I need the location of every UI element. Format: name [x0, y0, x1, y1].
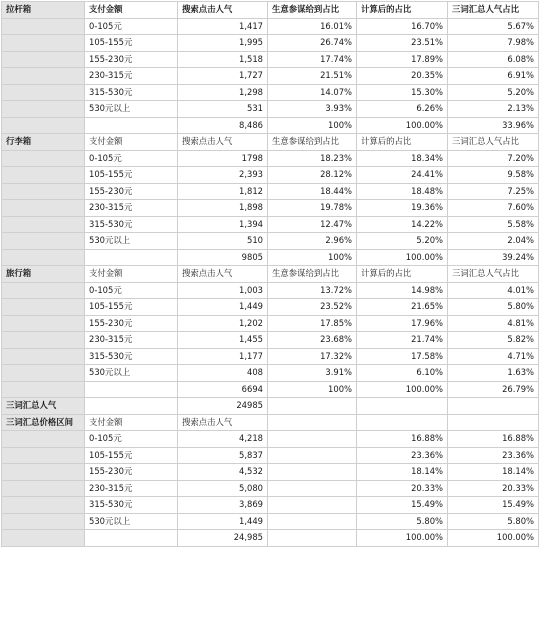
table-cell: 18.34% [357, 150, 448, 167]
table-cell: 16.01% [268, 18, 357, 35]
section-label-cell: 拉杆箱 [2, 2, 85, 19]
summary-value: 24985 [178, 398, 268, 415]
table-cell: 18.14% [357, 464, 448, 481]
table-cell: 17.74% [268, 51, 357, 68]
table-cell: 3.93% [268, 101, 357, 118]
table-row [2, 18, 539, 35]
table-cell [268, 513, 357, 530]
table-cell: 105-155元 [85, 167, 178, 184]
table-cell: 搜索点击人气 [178, 134, 268, 151]
table-row [2, 497, 539, 514]
table-cell: 14.07% [268, 84, 357, 101]
table-cell: 9.58% [448, 167, 539, 184]
table-cell [268, 480, 357, 497]
table-cell: 1,202 [178, 315, 268, 332]
section-label-cell [2, 299, 85, 316]
table-cell: 三词汇总人气占比 [448, 134, 539, 151]
table-cell: 17.85% [268, 315, 357, 332]
table-cell: 4.01% [448, 282, 539, 299]
section-label-cell [2, 35, 85, 52]
table-cell: 100.00% [357, 249, 448, 266]
table-cell: 计算后的占比 [357, 266, 448, 283]
table-cell: 39.24% [448, 249, 539, 266]
table-row [2, 332, 539, 349]
table-cell: 315-530元 [85, 497, 178, 514]
table-cell: 530元以上 [85, 233, 178, 250]
table-cell: 21.74% [357, 332, 448, 349]
table-cell: 1,455 [178, 332, 268, 349]
section-label-cell [2, 150, 85, 167]
section-label-cell [2, 332, 85, 349]
table-cell: 17.89% [357, 51, 448, 68]
table-cell: 16.88% [448, 431, 539, 448]
table-cell: 7.25% [448, 183, 539, 200]
table-cell: 4.81% [448, 315, 539, 332]
table-cell: 26.79% [448, 381, 539, 398]
table-cell: 530元以上 [85, 365, 178, 382]
table-cell: 14.98% [357, 282, 448, 299]
table-cell: 531 [178, 101, 268, 118]
section-label-cell [2, 282, 85, 299]
section-label-cell [2, 101, 85, 118]
table-row [2, 447, 539, 464]
table-cell: 230-315元 [85, 480, 178, 497]
table-cell: 100.00% [357, 117, 448, 134]
section-label-cell [2, 365, 85, 382]
table-cell [85, 381, 178, 398]
table-cell: 1,898 [178, 200, 268, 217]
section-label-cell [2, 84, 85, 101]
table-cell: 23.51% [357, 35, 448, 52]
price-distribution-table [1, 1, 539, 547]
table-cell: 100.00% [357, 530, 448, 547]
table-cell: 5.58% [448, 216, 539, 233]
table-row [2, 150, 539, 167]
table-cell: 23.52% [268, 299, 357, 316]
table-cell: 3.91% [268, 365, 357, 382]
table-cell: 15.49% [448, 497, 539, 514]
table-cell: 100% [268, 249, 357, 266]
table-cell: 4.71% [448, 348, 539, 365]
table-cell [268, 464, 357, 481]
table-cell: 2.13% [448, 101, 539, 118]
table-row [2, 183, 539, 200]
table-cell: 28.12% [268, 167, 357, 184]
table-cell: 18.48% [357, 183, 448, 200]
table-cell: 7.98% [448, 35, 539, 52]
table-cell: 6694 [178, 381, 268, 398]
table-cell: 16.70% [357, 18, 448, 35]
table-cell: 315-530元 [85, 216, 178, 233]
table-cell: 6.26% [357, 101, 448, 118]
table-cell: 20.33% [448, 480, 539, 497]
table-cell: 支付金额 [85, 266, 178, 283]
table-row [2, 35, 539, 52]
table-cell: 5.82% [448, 332, 539, 349]
table-cell: 5.80% [448, 513, 539, 530]
table-cell: 2.04% [448, 233, 539, 250]
table-cell: 三词汇总人气占比 [448, 2, 539, 19]
table-cell [268, 530, 357, 547]
section-label-cell [2, 431, 85, 448]
section-label-cell [2, 348, 85, 365]
table-cell: 20.33% [357, 480, 448, 497]
table-cell: 18.44% [268, 183, 357, 200]
table-cell: 510 [178, 233, 268, 250]
table-cell [357, 398, 448, 415]
table-cell: 4,218 [178, 431, 268, 448]
table-cell: 生意参谋给到占比 [268, 2, 357, 19]
section-label-cell [2, 51, 85, 68]
section-label-cell [2, 68, 85, 85]
section-label-cell [2, 233, 85, 250]
table-cell: 530元以上 [85, 513, 178, 530]
table-cell: 0-105元 [85, 282, 178, 299]
table-cell: 5.67% [448, 18, 539, 35]
table-cell: 1.63% [448, 365, 539, 382]
table-cell: 100% [268, 381, 357, 398]
table-cell: 230-315元 [85, 332, 178, 349]
table-cell [448, 414, 539, 431]
section-label-cell [2, 249, 85, 266]
table-cell: 1,449 [178, 299, 268, 316]
table-cell: 23.36% [357, 447, 448, 464]
table-cell: 155-230元 [85, 315, 178, 332]
table-row [2, 480, 539, 497]
table-cell: 1,298 [178, 84, 268, 101]
section-label-cell [2, 183, 85, 200]
table-cell: 5,837 [178, 447, 268, 464]
table-cell: 17.32% [268, 348, 357, 365]
table-cell: 19.36% [357, 200, 448, 217]
table-cell: 1,177 [178, 348, 268, 365]
table-body [2, 2, 539, 547]
table-cell: 搜索点击人气 [178, 266, 268, 283]
table-cell [85, 117, 178, 134]
table-cell: 100% [268, 117, 357, 134]
section-label-cell [2, 530, 85, 547]
table-row [2, 216, 539, 233]
table-cell: 24,985 [178, 530, 268, 547]
table-cell: 三词汇总人气占比 [448, 266, 539, 283]
table-cell [357, 414, 448, 431]
section-label-cell [2, 513, 85, 530]
table-cell [85, 398, 178, 415]
table-cell: 20.35% [357, 68, 448, 85]
table-cell [268, 398, 357, 415]
table-cell: 408 [178, 365, 268, 382]
table-cell: 100.00% [357, 381, 448, 398]
section-label-cell [2, 480, 85, 497]
table-row [2, 315, 539, 332]
table-cell: 315-530元 [85, 84, 178, 101]
table-cell: 5.80% [448, 299, 539, 316]
section-label-cell: 旅行箱 [2, 266, 85, 283]
table-row [2, 84, 539, 101]
table-cell: 0-105元 [85, 431, 178, 448]
table-cell: 2.96% [268, 233, 357, 250]
table-cell: 15.49% [357, 497, 448, 514]
table-cell: 14.22% [357, 216, 448, 233]
table-cell: 6.08% [448, 51, 539, 68]
table-cell: 计算后的占比 [357, 2, 448, 19]
table-cell: 1,995 [178, 35, 268, 52]
table-cell: 1,812 [178, 183, 268, 200]
total-row [2, 530, 539, 547]
table-cell: 230-315元 [85, 200, 178, 217]
table-cell: 155-230元 [85, 51, 178, 68]
section-label-cell [2, 497, 85, 514]
table-cell: 1,417 [178, 18, 268, 35]
table-cell: 15.30% [357, 84, 448, 101]
table-cell: 1,727 [178, 68, 268, 85]
table-cell: 26.74% [268, 35, 357, 52]
table-cell: 7.20% [448, 150, 539, 167]
table-cell: 6.10% [357, 365, 448, 382]
table-cell [448, 398, 539, 415]
table-cell: 24.41% [357, 167, 448, 184]
table-cell: 支付金额 [85, 134, 178, 151]
table-row [2, 431, 539, 448]
total-row [2, 381, 539, 398]
table-row [2, 348, 539, 365]
table-cell: 5,080 [178, 480, 268, 497]
table-cell: 9805 [178, 249, 268, 266]
table-row [2, 167, 539, 184]
table-cell: 计算后的占比 [357, 134, 448, 151]
table-cell: 230-315元 [85, 68, 178, 85]
table-cell: 支付金额 [85, 2, 178, 19]
table-cell [85, 249, 178, 266]
table-cell: 530元以上 [85, 101, 178, 118]
section-label-cell [2, 315, 85, 332]
table-cell: 21.65% [357, 299, 448, 316]
table-cell: 18.23% [268, 150, 357, 167]
table-cell: 5.20% [357, 233, 448, 250]
section-label-cell [2, 200, 85, 217]
section-header-row [2, 134, 539, 151]
table-row [2, 101, 539, 118]
table-row [2, 68, 539, 85]
table-row [2, 282, 539, 299]
table-cell: 搜索点击人气 [178, 414, 268, 431]
table-cell: 3,869 [178, 497, 268, 514]
table-cell: 1,449 [178, 513, 268, 530]
section-header-row [2, 2, 539, 19]
section-label-cell: 三词汇总价格区间 [2, 414, 85, 431]
table-cell [268, 497, 357, 514]
table-cell: 生意参谋给到占比 [268, 266, 357, 283]
section-label-cell [2, 18, 85, 35]
table-cell: 17.96% [357, 315, 448, 332]
table-cell: 155-230元 [85, 183, 178, 200]
table-cell: 8,486 [178, 117, 268, 134]
section-header-row [2, 414, 539, 431]
summary-row [2, 398, 539, 415]
table-row [2, 299, 539, 316]
table-cell [85, 530, 178, 547]
table-cell: 4,532 [178, 464, 268, 481]
table-cell: 0-105元 [85, 150, 178, 167]
section-header-row [2, 266, 539, 283]
table-cell: 5.20% [448, 84, 539, 101]
table-cell: 18.14% [448, 464, 539, 481]
table-cell: 1,003 [178, 282, 268, 299]
table-cell [268, 447, 357, 464]
table-cell: 155-230元 [85, 464, 178, 481]
table-cell: 16.88% [357, 431, 448, 448]
table-cell: 33.96% [448, 117, 539, 134]
table-cell: 生意参谋给到占比 [268, 134, 357, 151]
table-cell: 105-155元 [85, 447, 178, 464]
table-cell: 23.36% [448, 447, 539, 464]
table-cell [268, 414, 357, 431]
total-row [2, 249, 539, 266]
table-cell: 315-530元 [85, 348, 178, 365]
section-label-cell [2, 117, 85, 134]
table-row [2, 365, 539, 382]
table-cell [268, 431, 357, 448]
table-cell: 13.72% [268, 282, 357, 299]
summary-label: 三词汇总人气 [2, 398, 85, 415]
table-cell: 100.00% [448, 530, 539, 547]
table-cell: 1798 [178, 150, 268, 167]
table-cell: 105-155元 [85, 299, 178, 316]
table-cell: 12.47% [268, 216, 357, 233]
table-cell: 7.60% [448, 200, 539, 217]
table-cell: 2,393 [178, 167, 268, 184]
section-label-cell [2, 381, 85, 398]
table-cell: 17.58% [357, 348, 448, 365]
table-cell: 23.68% [268, 332, 357, 349]
table-row [2, 233, 539, 250]
table-cell: 19.78% [268, 200, 357, 217]
table-row [2, 464, 539, 481]
table-cell: 1,394 [178, 216, 268, 233]
total-row [2, 117, 539, 134]
table-cell: 105-155元 [85, 35, 178, 52]
section-label-cell [2, 464, 85, 481]
table-cell: 21.51% [268, 68, 357, 85]
table-cell: 0-105元 [85, 18, 178, 35]
table-row [2, 200, 539, 217]
table-cell: 6.91% [448, 68, 539, 85]
table-row [2, 51, 539, 68]
section-label-cell [2, 216, 85, 233]
section-label-cell [2, 447, 85, 464]
table-cell: 5.80% [357, 513, 448, 530]
table-cell: 搜索点击人气 [178, 2, 268, 19]
table-cell: 1,518 [178, 51, 268, 68]
table-cell: 支付金额 [85, 414, 178, 431]
section-label-cell: 行李箱 [2, 134, 85, 151]
section-label-cell [2, 167, 85, 184]
table-row [2, 513, 539, 530]
